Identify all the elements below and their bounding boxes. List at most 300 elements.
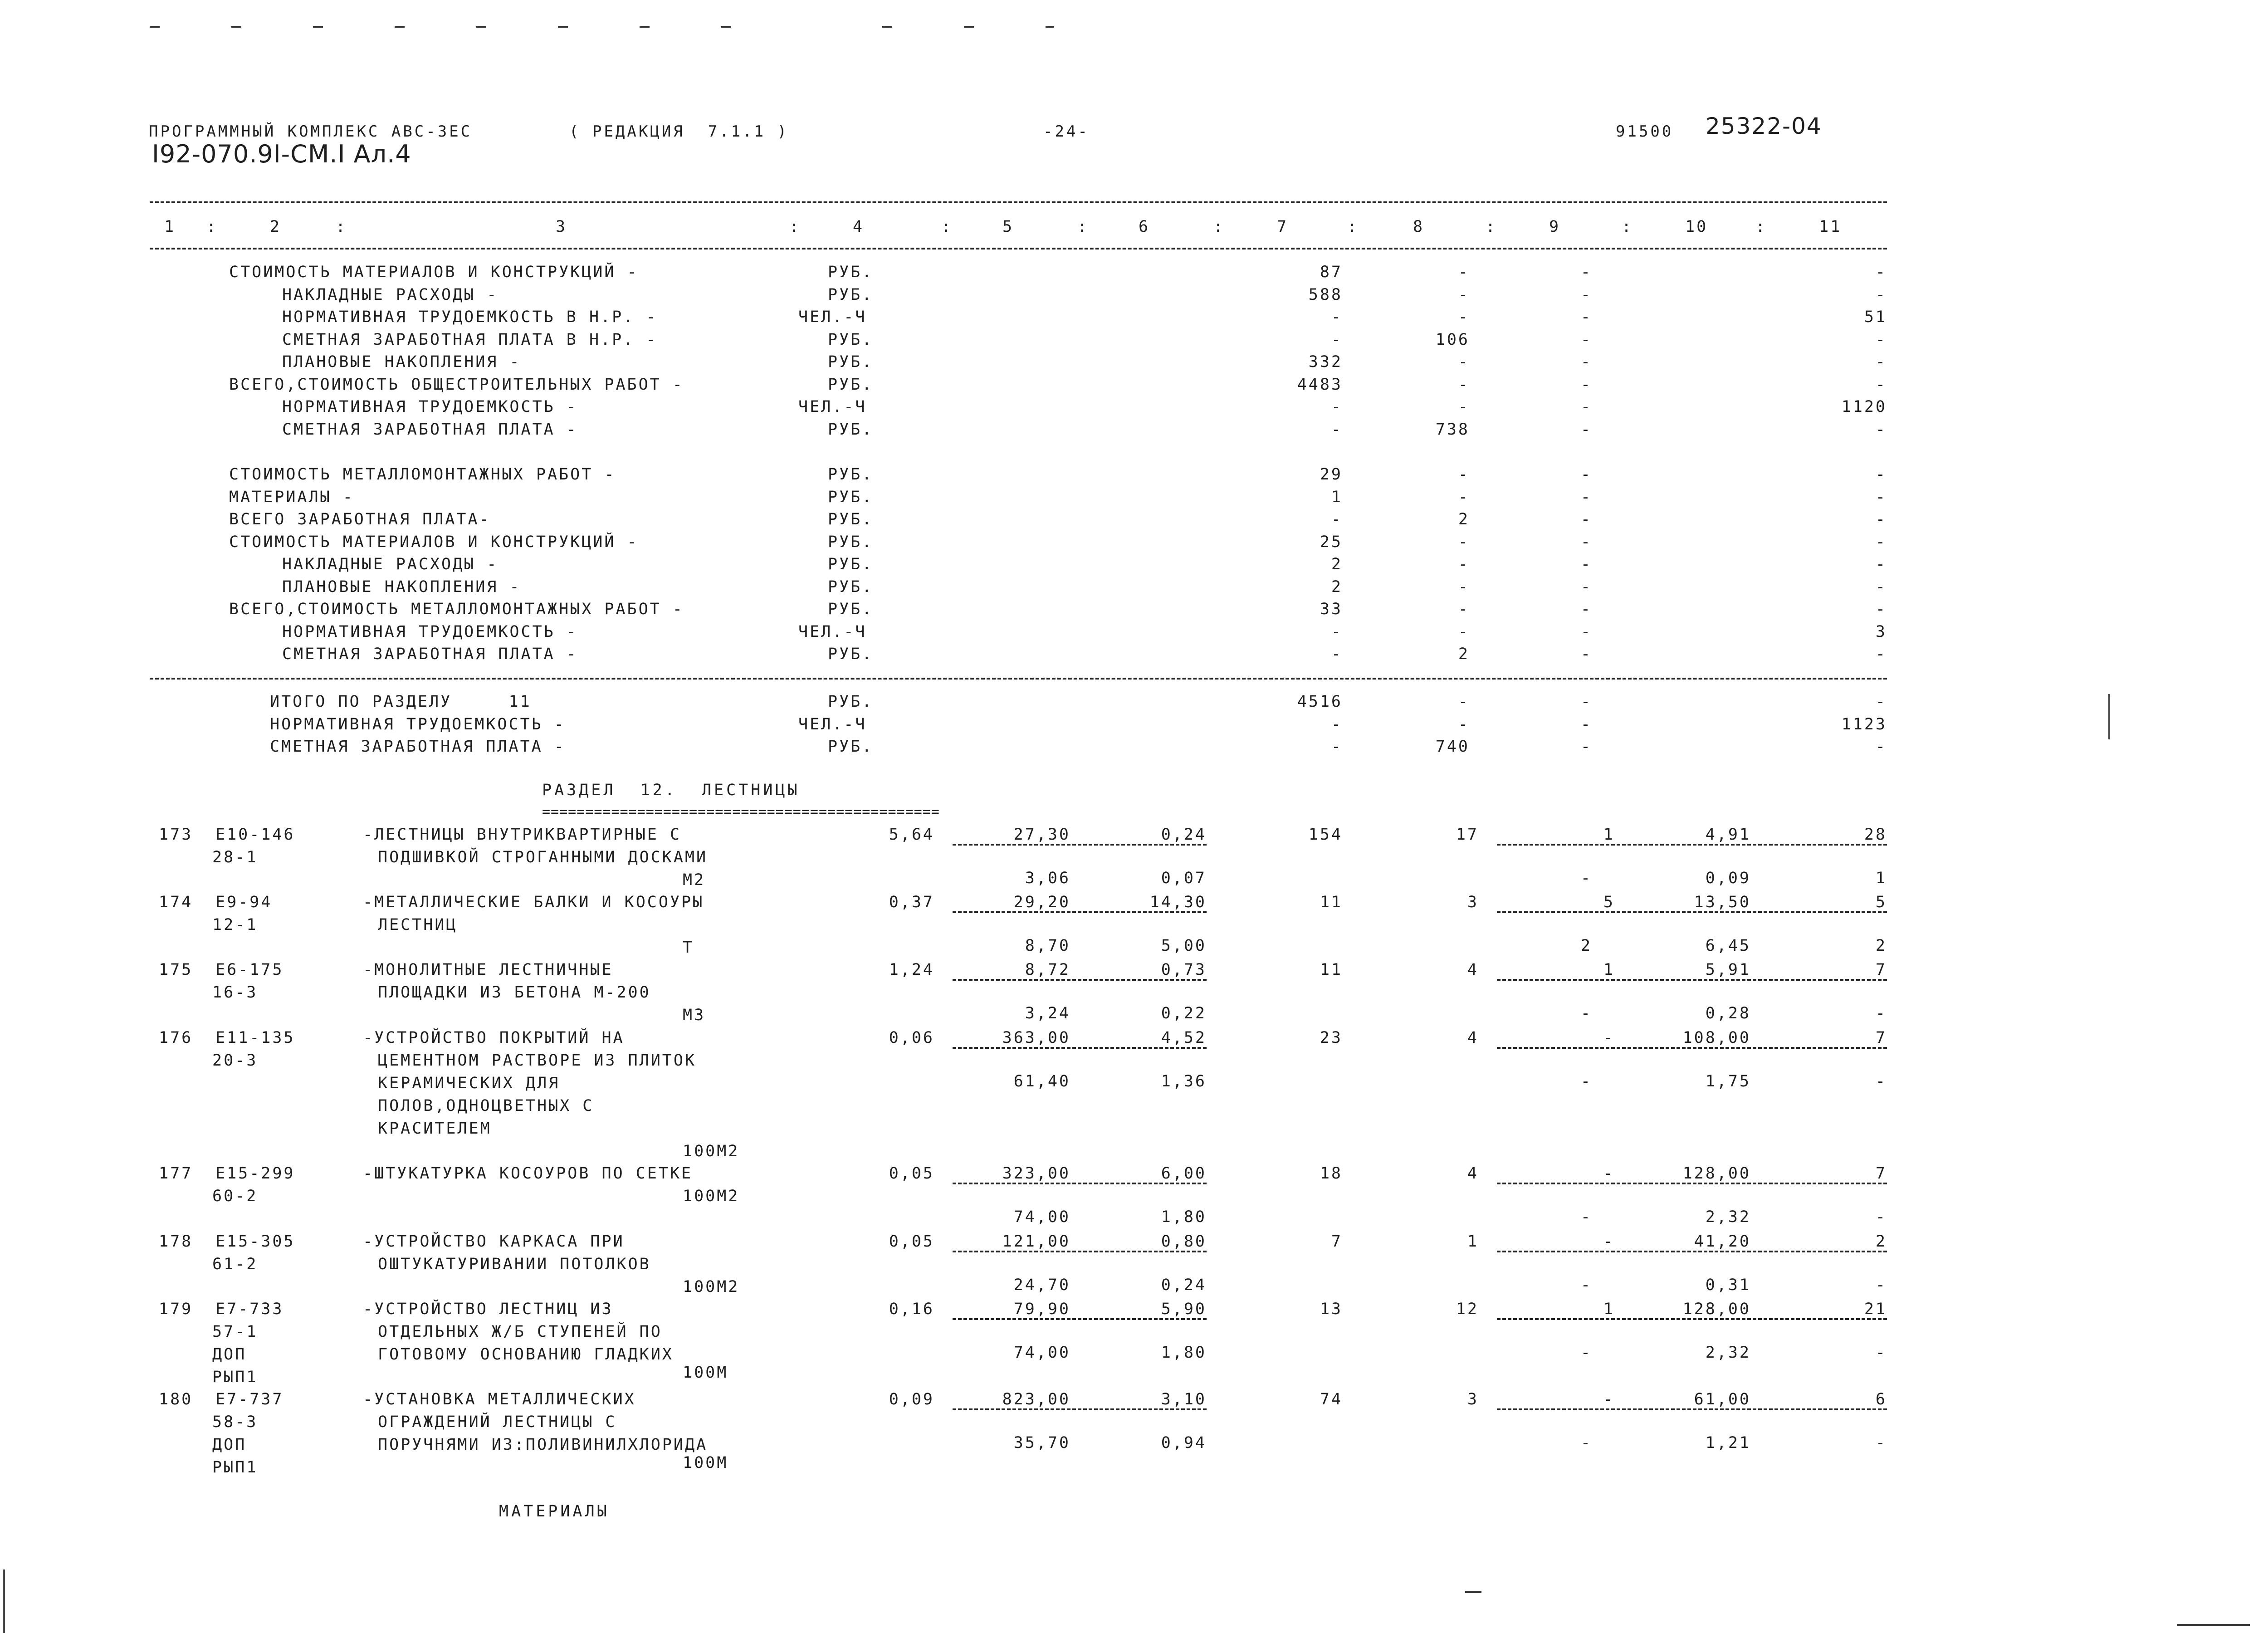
summary-col11: -: [1875, 645, 1887, 663]
item-col5: 323,00: [1002, 1164, 1070, 1183]
summary-col11: -: [1875, 263, 1887, 281]
summary-label: СТОИМОСТЬ МАТЕРИАЛОВ И КОНСТРУКЦИЙ -: [229, 263, 639, 281]
summary-unit: РУБ.: [828, 645, 874, 663]
column-label: 3: [556, 218, 567, 236]
item-code: Е9-94: [215, 893, 273, 911]
program-name: ПРОГРАММНЫЙ КОМПЛЕКС АВС-ЗЕС: [149, 122, 473, 141]
item-code-sub: 60-2: [212, 1187, 258, 1205]
summary-unit: РУБ.: [828, 353, 874, 371]
item-code: Е7-733: [215, 1300, 284, 1318]
item-subrule: [953, 1251, 1207, 1252]
totals-col11: 1123: [1841, 715, 1887, 733]
item-code: Е15-305: [215, 1232, 295, 1251]
summary-unit: РУБ.: [828, 577, 874, 596]
scan-mark: [476, 26, 486, 28]
totals-col11: -: [1875, 738, 1887, 756]
summary-unit: РУБ.: [828, 420, 874, 439]
item-sub-col5: 8,70: [1025, 937, 1070, 955]
summary-col7: -: [1331, 330, 1343, 349]
column-label: 8: [1413, 218, 1425, 236]
scan-artifact: [2177, 1624, 2250, 1626]
summary-col11: -: [1875, 375, 1887, 394]
item-description: ОШТУКАТУРИВАНИИ ПОТОЛКОВ: [378, 1255, 651, 1273]
summary-unit: РУБ.: [828, 600, 874, 618]
summary-col9: -: [1580, 330, 1592, 349]
summary-col11: -: [1875, 420, 1887, 439]
summary-unit: РУБ.: [828, 510, 874, 528]
item-subrule: [1497, 1251, 1887, 1252]
item-sub-col10: 2,32: [1705, 1344, 1751, 1362]
totals-col7: 4516: [1297, 693, 1343, 711]
summary-col11: -: [1875, 600, 1887, 618]
summary-col9: -: [1580, 600, 1592, 618]
summary-col8: 106: [1435, 330, 1470, 349]
scan-artifact: [2108, 694, 2110, 739]
item-unit: М2: [683, 871, 706, 889]
item-col10: 61,00: [1694, 1390, 1751, 1408]
item-unit: 100М2: [683, 1278, 740, 1296]
item-col4: 0,06: [889, 1029, 934, 1047]
totals-col9: -: [1580, 715, 1592, 733]
item-col5: 823,00: [1002, 1390, 1070, 1408]
item-sub-col11: -: [1875, 1276, 1887, 1294]
summary-col9: -: [1580, 510, 1592, 528]
summary-col7: 2: [1331, 577, 1343, 596]
item-col11: 7: [1875, 1029, 1887, 1047]
item-col10: 128,00: [1682, 1300, 1751, 1318]
summary-unit: РУБ.: [828, 488, 874, 506]
item-code: Е6-175: [215, 961, 284, 979]
summary-col8: -: [1458, 263, 1470, 281]
item-subrule: [953, 1318, 1207, 1320]
item-unit: 100М2: [683, 1187, 740, 1205]
summary-col7: 332: [1308, 353, 1343, 371]
column-separator: :: [1347, 218, 1359, 236]
summary-col11: -: [1875, 285, 1887, 304]
item-sub-col10: 0,09: [1705, 869, 1751, 887]
column-separator: :: [1755, 218, 1767, 236]
item-description: -УСТАНОВКА МЕТАЛЛИЧЕСКИХ: [363, 1390, 636, 1408]
item-col5: 27,30: [1013, 826, 1070, 844]
summary-label: НОРМАТИВНАЯ ТРУДОЕМКОСТЬ В Н.Р. -: [282, 308, 658, 326]
summary-col9: -: [1580, 555, 1592, 573]
item-description: ГОТОВОМУ ОСНОВАНИЮ ГЛАДКИХ: [378, 1345, 674, 1364]
summary-col9: -: [1580, 398, 1592, 416]
scan-mark: [882, 26, 892, 28]
item-description: -УСТРОЙСТВО КАРКАСА ПРИ: [363, 1232, 625, 1251]
summary-label: СТОИМОСТЬ МАТЕРИАЛОВ И КОНСТРУКЦИЙ -: [229, 533, 639, 551]
item-number: 175: [159, 961, 193, 979]
summary-label: ВСЕГО,СТОИМОСТЬ МЕТАЛЛОМОНТАЖНЫХ РАБОТ -: [229, 600, 684, 618]
item-col4: 0,37: [889, 893, 934, 911]
item-col7: 13: [1320, 1300, 1343, 1318]
summary-col7: -: [1331, 622, 1343, 641]
item-number: 176: [159, 1029, 193, 1047]
item-col7: 154: [1308, 826, 1343, 844]
item-col8: 12: [1456, 1300, 1479, 1318]
item-col11: 21: [1864, 1300, 1887, 1318]
item-col8: 4: [1467, 961, 1479, 979]
summary-label: НОРМАТИВНАЯ ТРУДОЕМКОСТЬ -: [282, 398, 578, 416]
summary-label: СТОИМОСТЬ МЕТАЛЛОМОНТАЖНЫХ РАБОТ -: [229, 465, 616, 484]
item-col6: 6,00: [1161, 1164, 1207, 1183]
item-sub-col9: -: [1580, 1276, 1592, 1294]
column-separator: :: [1213, 218, 1225, 236]
item-sub-col11: -: [1875, 1434, 1887, 1452]
summary-col11: 1120: [1841, 398, 1887, 416]
item-description: -УСТРОЙСТВО ПОКРЫТИЙ НА: [363, 1029, 625, 1047]
item-subrule: [953, 1047, 1207, 1049]
item-code: Е11-135: [215, 1029, 295, 1047]
column-label: 10: [1685, 218, 1708, 236]
rule-totals: [150, 678, 1887, 680]
item-col9: 5: [1603, 893, 1615, 911]
summary-col8: -: [1458, 375, 1470, 394]
column-separator: :: [206, 218, 218, 236]
summary-unit: ЧЕЛ.-Ч: [798, 308, 867, 326]
item-sub-col5: 61,40: [1013, 1072, 1070, 1090]
scan-mark: [1046, 26, 1054, 28]
page-number: -24-: [1043, 122, 1090, 141]
scan-mark: [395, 26, 405, 28]
summary-unit: РУБ.: [828, 285, 874, 304]
summary-col7: -: [1331, 510, 1343, 528]
column-label: 11: [1819, 218, 1842, 236]
item-code-sub: ДОП: [212, 1345, 247, 1364]
item-code-sub: 57-1: [212, 1323, 258, 1341]
summary-col11: -: [1875, 577, 1887, 596]
item-code-sub: 12-1: [212, 916, 258, 934]
item-number: 173: [159, 826, 193, 844]
item-unit: 100М: [683, 1454, 728, 1472]
summary-col7: -: [1331, 645, 1343, 663]
summary-unit: ЧЕЛ.-Ч: [798, 398, 867, 416]
summary-col8: -: [1458, 600, 1470, 618]
item-sub-col11: 2: [1875, 937, 1887, 955]
summary-label: ПЛАНОВЫЕ НАКОПЛЕНИЯ -: [282, 577, 521, 596]
code-prefix: 91500: [1616, 122, 1674, 141]
item-description: ПОДШИВКОЙ СТРОГАННЫМИ ДОСКАМИ: [378, 848, 708, 866]
totals-unit: РУБ.: [828, 738, 874, 756]
totals-col9: -: [1580, 693, 1592, 711]
item-col6: 3,10: [1161, 1390, 1207, 1408]
summary-label: НАКЛАДНЫЕ РАСХОДЫ -: [282, 555, 499, 573]
item-sub-col9: -: [1580, 1004, 1592, 1022]
summary-col8: -: [1458, 555, 1470, 573]
item-col5: 29,20: [1013, 893, 1070, 911]
summary-col7: -: [1331, 308, 1343, 326]
totals-col8: -: [1458, 715, 1470, 733]
item-number: 174: [159, 893, 193, 911]
item-col6: 14,30: [1149, 893, 1207, 911]
item-subrule: [953, 844, 1207, 846]
item-col6: 0,24: [1161, 826, 1207, 844]
item-sub-col6: 0,07: [1161, 869, 1207, 887]
item-description: КЕРАМИЧЕСКИХ ДЛЯ: [378, 1074, 560, 1092]
item-subrule: [1497, 979, 1887, 981]
summary-col8: 738: [1435, 420, 1470, 439]
summary-col8: -: [1458, 488, 1470, 506]
item-description: -ЛЕСТНИЦЫ ВНУТРИКВАРТИРНЫЕ С: [363, 826, 682, 844]
summary-col11: -: [1875, 353, 1887, 371]
summary-col8: 2: [1458, 645, 1470, 663]
item-sub-col11: -: [1875, 1072, 1887, 1090]
totals-col7: -: [1331, 715, 1343, 733]
totals-col7: -: [1331, 738, 1343, 756]
document-id: I92-070.9I-СМ.I Ал.4: [152, 140, 411, 168]
totals-col8: 740: [1435, 738, 1470, 756]
item-sub-col10: 6,45: [1705, 937, 1751, 955]
item-col9: -: [1603, 1164, 1615, 1183]
summary-unit: ЧЕЛ.-Ч: [798, 622, 867, 641]
item-code: Е7-737: [215, 1390, 284, 1408]
totals-col8: -: [1458, 693, 1470, 711]
summary-unit: РУБ.: [828, 375, 874, 394]
totals-col11: -: [1875, 693, 1887, 711]
column-label: 9: [1549, 218, 1561, 236]
item-col4: 0,05: [889, 1164, 934, 1183]
column-separator: :: [1077, 218, 1089, 236]
footer-materials: МАТЕРИАЛЫ: [499, 1502, 610, 1521]
column-separator: :: [789, 218, 801, 236]
section-underline: ==============================================: [542, 804, 940, 820]
item-description: ОГРАЖДЕНИЙ ЛЕСТНИЦЫ С: [378, 1413, 617, 1431]
item-col6: 0,80: [1161, 1232, 1207, 1251]
totals-unit: РУБ.: [828, 693, 874, 711]
column-label: 2: [270, 218, 282, 236]
summary-col11: 3: [1875, 622, 1887, 641]
item-unit: 100М: [683, 1364, 728, 1382]
item-sub-col6: 0,24: [1161, 1276, 1207, 1294]
summary-col9: -: [1580, 285, 1592, 304]
summary-label: СМЕТНАЯ ЗАРАБОТНАЯ ПЛАТА -: [282, 420, 578, 439]
summary-col8: -: [1458, 533, 1470, 551]
item-col7: 11: [1320, 961, 1343, 979]
item-sub-col11: -: [1875, 1344, 1887, 1362]
summary-label: НАКЛАДНЫЕ РАСХОДЫ -: [282, 285, 499, 304]
scan-mark: [721, 26, 731, 28]
summary-col7: 25: [1320, 533, 1343, 551]
item-description: -УСТРОЙСТВО ЛЕСТНИЦ ИЗ: [363, 1300, 613, 1318]
column-separator: :: [1622, 218, 1633, 236]
summary-col11: -: [1875, 488, 1887, 506]
item-sub-col5: 35,70: [1013, 1434, 1070, 1452]
item-col5: 79,90: [1013, 1300, 1070, 1318]
summary-col8: 2: [1458, 510, 1470, 528]
item-sub-col11: -: [1875, 1208, 1887, 1226]
item-col11: 28: [1864, 826, 1887, 844]
item-col10: 13,50: [1694, 893, 1751, 911]
item-col9: 1: [1603, 1300, 1615, 1318]
summary-col11: -: [1875, 555, 1887, 573]
summary-col9: -: [1580, 533, 1592, 551]
item-sub-col6: 1,80: [1161, 1208, 1207, 1226]
item-description: -ШТУКАТУРКА КОСОУРОВ ПО СЕТКЕ: [363, 1164, 693, 1183]
item-col11: 6: [1875, 1390, 1887, 1408]
column-separator: :: [941, 218, 953, 236]
scan-artifact: [3, 1569, 5, 1633]
item-sub-col9: -: [1580, 1344, 1592, 1362]
item-unit: Т: [683, 939, 694, 957]
totals-label: НОРМАТИВНАЯ ТРУДОЕМКОСТЬ -: [270, 715, 566, 733]
rule-top: [150, 201, 1887, 203]
summary-col8: -: [1458, 353, 1470, 371]
item-col8: 3: [1467, 1390, 1479, 1408]
item-subrule: [1497, 911, 1887, 913]
item-sub-col10: 1,21: [1705, 1434, 1751, 1452]
summary-unit: РУБ.: [828, 555, 874, 573]
item-code: Е10-146: [215, 826, 295, 844]
totals-label: СМЕТНАЯ ЗАРАБОТНАЯ ПЛАТА -: [270, 738, 566, 756]
summary-unit: РУБ.: [828, 465, 874, 484]
summary-col8: -: [1458, 285, 1470, 304]
item-sub-col6: 0,22: [1161, 1004, 1207, 1022]
item-subrule: [953, 1408, 1207, 1410]
summary-col9: -: [1580, 577, 1592, 596]
item-col8: 17: [1456, 826, 1479, 844]
item-col8: 3: [1467, 893, 1479, 911]
item-sub-col6: 1,36: [1161, 1072, 1207, 1090]
rule-header-bottom: [150, 248, 1887, 249]
item-col11: 2: [1875, 1232, 1887, 1251]
summary-col7: 33: [1320, 600, 1343, 618]
summary-col9: -: [1580, 308, 1592, 326]
item-sub-col6: 1,80: [1161, 1344, 1207, 1362]
summary-unit: РУБ.: [828, 533, 874, 551]
scan-mark: [313, 26, 323, 28]
scan-artifact: [1465, 1591, 1481, 1593]
item-col7: 11: [1320, 893, 1343, 911]
item-col11: 7: [1875, 1164, 1887, 1183]
item-subrule: [1497, 1318, 1887, 1320]
summary-col11: -: [1875, 330, 1887, 349]
summary-col8: -: [1458, 577, 1470, 596]
item-sub-col9: -: [1580, 1072, 1592, 1090]
summary-col11: 51: [1864, 308, 1887, 326]
summary-unit: РУБ.: [828, 330, 874, 349]
item-description: ЛЕСТНИЦ: [378, 916, 458, 934]
column-separator: :: [336, 218, 347, 236]
item-col5: 8,72: [1025, 961, 1070, 979]
summary-col11: -: [1875, 533, 1887, 551]
summary-col7: 87: [1320, 263, 1343, 281]
summary-col8: -: [1458, 622, 1470, 641]
item-unit: М3: [683, 1006, 706, 1024]
totals-unit: ЧЕЛ.-Ч: [798, 715, 867, 733]
item-code-sub: 28-1: [212, 848, 258, 866]
summary-col8: -: [1458, 308, 1470, 326]
column-label: 4: [853, 218, 865, 236]
item-sub-col11: -: [1875, 1004, 1887, 1022]
scan-mark: [150, 26, 160, 28]
item-col9: 1: [1603, 826, 1615, 844]
item-sub-col11: 1: [1875, 869, 1887, 887]
item-subrule: [1497, 1047, 1887, 1049]
summary-col8: -: [1458, 465, 1470, 484]
summary-unit: РУБ.: [828, 263, 874, 281]
item-col4: 0,05: [889, 1232, 934, 1251]
item-sub-col9: -: [1580, 1208, 1592, 1226]
summary-col9: -: [1580, 263, 1592, 281]
summary-col9: -: [1580, 645, 1592, 663]
item-description: ОТДЕЛЬНЫХ Ж/Б СТУПЕНЕЙ ПО: [378, 1323, 662, 1341]
column-label: 1: [164, 218, 176, 236]
item-col4: 0,16: [889, 1300, 934, 1318]
summary-col8: -: [1458, 398, 1470, 416]
item-col10: 128,00: [1682, 1164, 1751, 1183]
item-col7: 18: [1320, 1164, 1343, 1183]
item-col11: 7: [1875, 961, 1887, 979]
summary-label: МАТЕРИАЛЫ -: [229, 488, 354, 506]
item-sub-col10: 2,32: [1705, 1208, 1751, 1226]
scan-mark: [640, 26, 650, 28]
edition: ( РЕДАКЦИЯ 7.1.1 ): [569, 122, 789, 141]
item-subrule: [953, 1183, 1207, 1184]
summary-col7: 1: [1331, 488, 1343, 506]
item-number: 179: [159, 1300, 193, 1318]
summary-col9: -: [1580, 375, 1592, 394]
item-sub-col5: 74,00: [1013, 1208, 1070, 1226]
item-number: 177: [159, 1164, 193, 1183]
column-separator: :: [1486, 218, 1497, 236]
item-col9: -: [1603, 1232, 1615, 1251]
item-col7: 23: [1320, 1029, 1343, 1047]
item-unit: 100М2: [683, 1142, 740, 1160]
item-col4: 1,24: [889, 961, 934, 979]
summary-label: НОРМАТИВНАЯ ТРУДОЕМКОСТЬ -: [282, 622, 578, 641]
summary-col9: -: [1580, 488, 1592, 506]
item-sub-col9: 2: [1580, 937, 1592, 955]
summary-col11: -: [1875, 510, 1887, 528]
item-col10: 108,00: [1682, 1029, 1751, 1047]
summary-col7: -: [1331, 398, 1343, 416]
item-col8: 1: [1467, 1232, 1479, 1251]
item-number: 180: [159, 1390, 193, 1408]
column-label: 5: [1002, 218, 1014, 236]
summary-col9: -: [1580, 420, 1592, 439]
summary-label: СМЕТНАЯ ЗАРАБОТНАЯ ПЛАТА -: [282, 645, 578, 663]
item-sub-col5: 24,70: [1013, 1276, 1070, 1294]
item-sub-col6: 5,00: [1161, 937, 1207, 955]
column-label: 6: [1139, 218, 1150, 236]
item-sub-col6: 0,94: [1161, 1434, 1207, 1452]
summary-col7: -: [1331, 420, 1343, 439]
item-code-sub: 20-3: [212, 1051, 258, 1070]
scan-mark: [231, 26, 241, 28]
summary-col7: 588: [1308, 285, 1343, 304]
item-code-sub: 61-2: [212, 1255, 258, 1273]
item-sub-col10: 0,28: [1705, 1004, 1751, 1022]
item-description: -МЕТАЛЛИЧЕСКИЕ БАЛКИ И КОСОУРЫ: [363, 893, 704, 911]
item-subrule: [1497, 1408, 1887, 1410]
item-subrule: [1497, 844, 1887, 846]
item-col6: 0,73: [1161, 961, 1207, 979]
document-code: 25322-04: [1706, 113, 1822, 139]
item-col4: 5,64: [889, 826, 934, 844]
item-code-sub: РЫП1: [212, 1368, 258, 1386]
totals-col9: -: [1580, 738, 1592, 756]
item-col11: 5: [1875, 893, 1887, 911]
item-description: ПОРУЧНЯМИ ИЗ:ПОЛИВИНИЛХЛОРИДА: [378, 1436, 708, 1454]
item-col10: 5,91: [1705, 961, 1751, 979]
item-col5: 363,00: [1002, 1029, 1070, 1047]
item-description: -МОНОЛИТНЫЕ ЛЕСТНИЧНЫЕ: [363, 961, 613, 979]
summary-label: ВСЕГО ЗАРАБОТНАЯ ПЛАТА-: [229, 510, 491, 528]
item-col5: 121,00: [1002, 1232, 1070, 1251]
item-col10: 4,91: [1705, 826, 1751, 844]
item-col6: 5,90: [1161, 1300, 1207, 1318]
item-description: ПЛОЩАДКИ ИЗ БЕТОНА М-200: [378, 983, 651, 1002]
